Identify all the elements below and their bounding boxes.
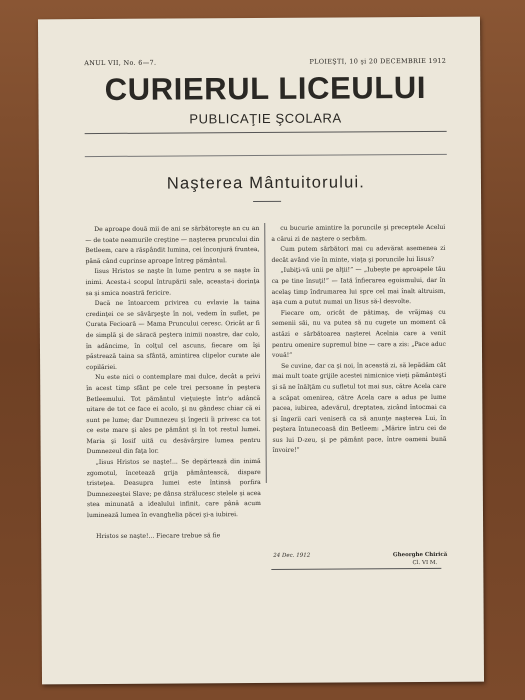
paragraph: Hristos se naşte!... Fiecare trebue să fie <box>96 531 221 540</box>
article-column-left <box>85 224 261 542</box>
column-divider <box>264 223 267 483</box>
paragraph: „Iubiţi-vă unii pe alţii!” — „Iubeşte pe aproapele tău ca pe tine însuţi!” — Iată înfierarea egoismului, dar în acelaş timp îndrumarea lui spre cel mai înalt altruism, aşa cum a putut numai un Iisus să-l desvolte. <box>271 266 446 307</box>
paragraph: Cum putem sărbători mai cu adevărat asemenea zi decât având vie în minte, viaţa şi poruncile lui Iisus? <box>271 245 446 264</box>
paragraph: Dacă ne întoarcem privirea cu evlavie la taina credinţei ce se săvârşeşte în noi, vedem în suflet, pe Curata Fecioară — Mama Pruncului ceresc. Oricât ar fi de simplă şi de săracă peştera inimii noastre, dar colo, în adâncime, în colţul cel ascuns, fiecare om îşi păstrează taina sa sfântă, amintirea clipelor curate ale copilăriei. <box>85 299 261 371</box>
article-title: Naşterea Mântuitorului. <box>166 173 366 193</box>
paragraph: Se cuvine, dar ca şi noi, în această zi, să lepădăm cât mai mult toate grijile acestei nimicnice vieţi pământeşti şi să ne înălţăm cu sufletul tot mai sus, către Acela care a scăpat omenirea, către Acela care a adus pe lume pacea, iubirea, adevărul, dreptatea, zicând întocmai ca şi îngerii cari veniseră ca să anunţe naşterea Lui, în peştera întunecoasă din Betleem: „Mărire întru cei de sus lui D-zeu, şi pe pământ pace, între oameni bună învoire!” <box>272 361 447 455</box>
signature-class: Cl. VI M. <box>412 559 438 567</box>
masthead-info-row <box>84 57 446 69</box>
article-column-right <box>271 223 446 457</box>
paragraph: Nu este nici o contemplare mai dulce, decât a privi în acest timp sfânt pe cele trei persoane în peştera Betleemului. Tot pământul vieţuieşte într'o adâncă uitare de tot ce face ei acolo, şi nu gândesc chiar că ei sunt pe lume; dar Dumnezeu şi îngerii îi privesc ca tot ce este mare şi ales pe pământ şi în tot restul lumei. Maria şi Iosif uită cu desăvârşire lumea pentru Dumnezeul din faţa lor. <box>86 373 261 456</box>
signature-author: Gheorghe Chirică <box>392 551 448 559</box>
paragraph: cu bucurie amintire la poruncile şi preceptele Acelui a cărui zi de naştere o serbăm. <box>271 223 446 243</box>
newspaper-page <box>38 17 484 685</box>
newspaper-title: CURIERUL LICEULUI <box>104 69 427 107</box>
title-underline <box>253 201 281 202</box>
issue-number: ANUL VII, No. 6—7. <box>84 58 157 68</box>
article-signature <box>273 552 447 565</box>
paragraph: Iisus Hristos se naşte în lume pentru a se naşte în inimi. Acesta-i scopul întrupării sale, aceasta-i dorinţa sa şi smica noastră fericire. <box>85 267 260 297</box>
paragraph: „Iisus Hristos se naşte!... Se depărtează din inimă zgomotul, încetează grija pământească, dispare tristeţea. Deasupra lumei este întinsă porfira Dumnezeeştei Slave; pe dânsa strălucesc stelele şi acea stea minunată a idealului infinit, care până acum luminează lumea în evanghelia păcei şi-a iubirei. <box>86 458 261 520</box>
place-date: PLOIEŞTI, 10 şi 20 DECEMBRIE 1912 <box>309 56 447 66</box>
paragraph: Fiecare om, oricât de pătimaş, de vrăjmaş cu semenii săi, nu va putea să nu cugete un moment că astăzi e sărbătoarea naşterei Acelnia care a venit pentru omenire supremul bine — care a zis: „Pace aduc vouă!” <box>271 308 446 360</box>
masthead-rule-bottom <box>85 154 447 157</box>
paragraph: De aproape două mii de ani se sărbătoreşte an cu an — de toate neamurile creştine — naşterea pruncului din Betleem, care a răspândit lumina, cei înconjură fruntea, până când cuprinse aproape întreg pământul. <box>85 225 260 265</box>
signature-rule <box>271 568 441 570</box>
signature-date: 24 Dec. 1912 <box>273 552 311 559</box>
masthead-rule-top <box>85 131 447 134</box>
newspaper-subtitle: PUBLICAŢIE ŞCOLARA <box>189 110 342 127</box>
